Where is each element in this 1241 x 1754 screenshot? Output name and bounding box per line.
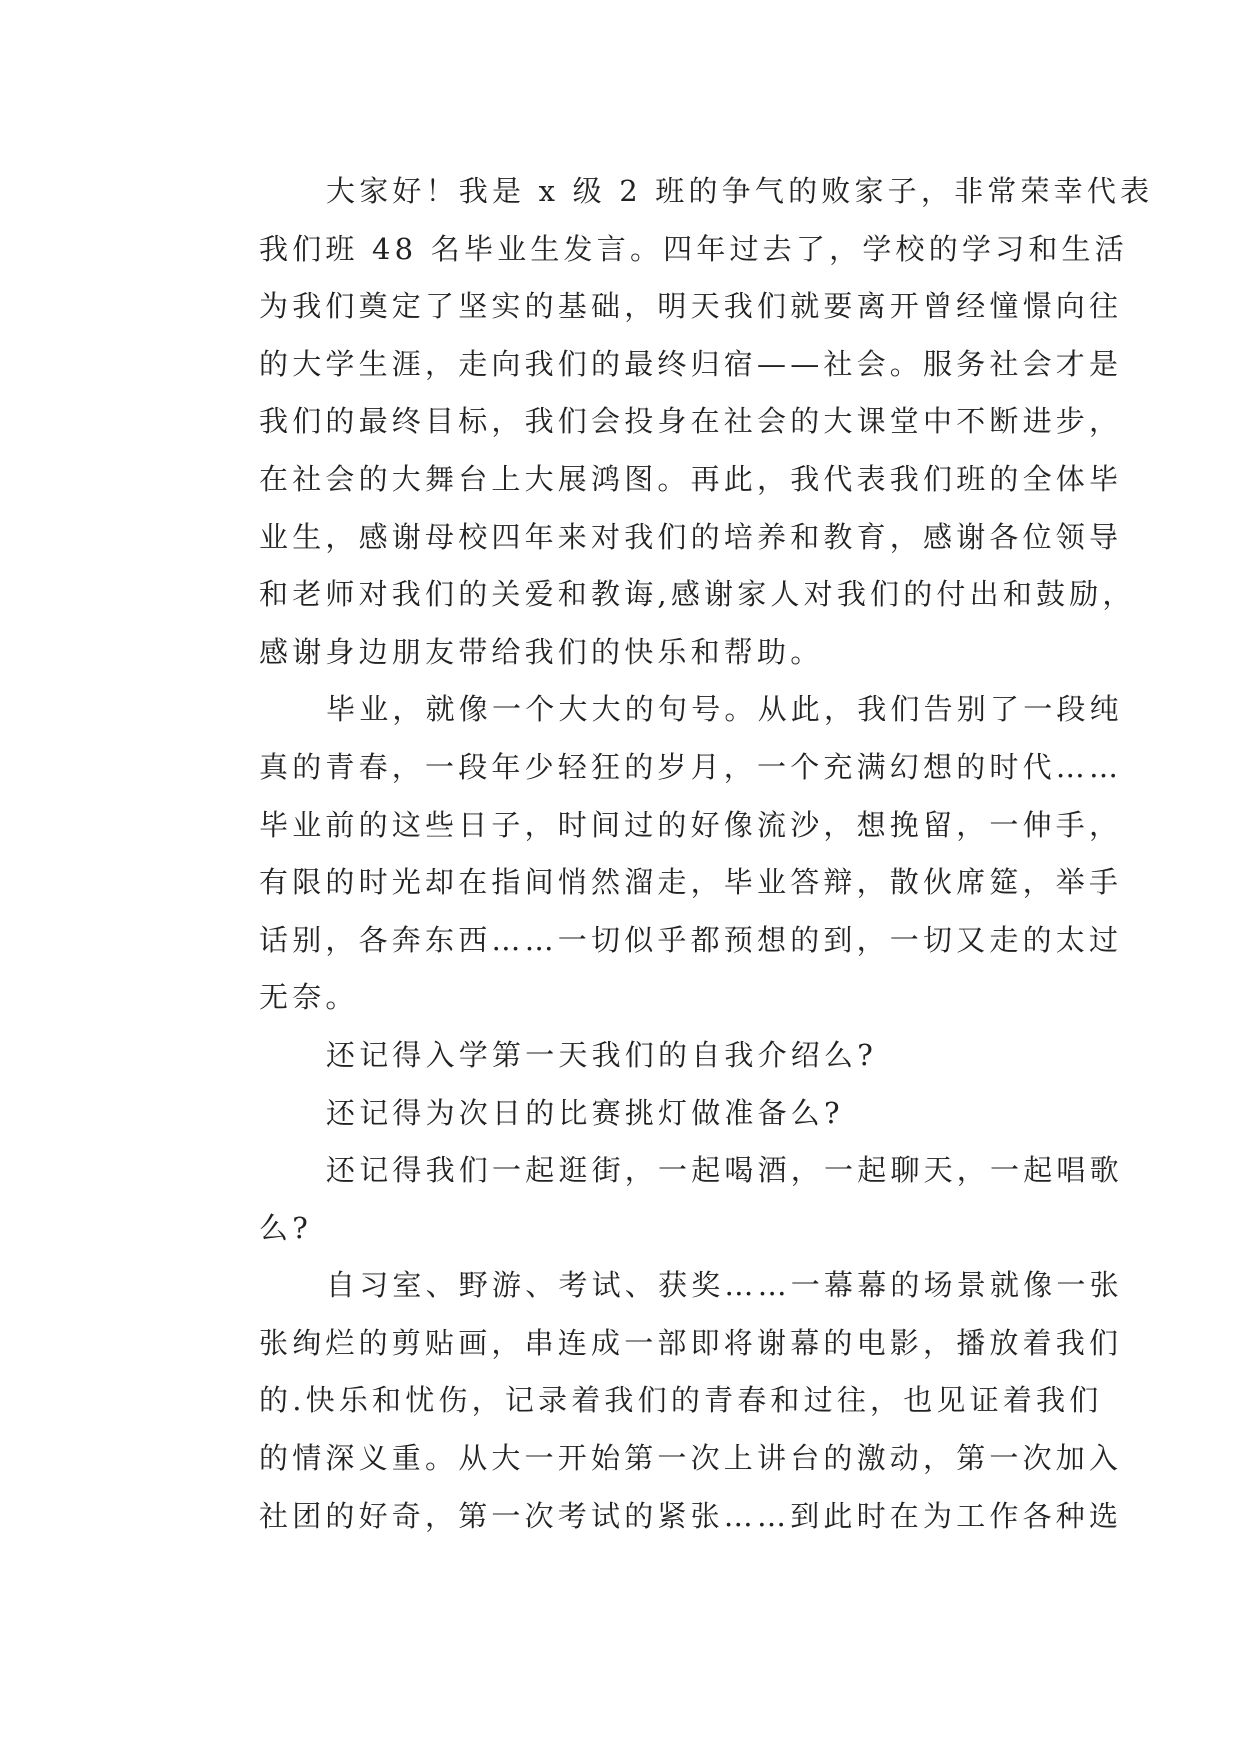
text-line: 还记得入学第一天我们的自我介绍么? <box>326 1037 877 1072</box>
text-line: 业生，感谢母校四年来对我们的培养和教育，感谢各位领导 <box>259 519 1123 554</box>
paragraph-2 <box>192 681 1123 1027</box>
paragraph-6 <box>192 1257 1123 1545</box>
paragraph-1 <box>192 163 1154 681</box>
text-line: 张绚烂的剪贴画，串连成一部即将谢幕的电影，播放着我们 <box>259 1325 1123 1360</box>
text-line: 和老师对我们的关爱和教诲,感谢家人对我们的付出和鼓励， <box>259 577 1136 612</box>
text-line: 还记得为次日的比赛挑灯做准备么? <box>326 1095 844 1130</box>
text-line: 无奈。 <box>259 980 359 1015</box>
text-line: 还记得我们一起逛街，一起喝酒，一起聊天，一起唱歌 <box>326 1153 1123 1188</box>
paragraph-4 <box>192 1085 1054 1143</box>
text-line: 我们的最终目标，我们会投身在社会的大课堂中不断进步， <box>259 404 1123 439</box>
text-line: 毕业前的这些日子，时间过的好像流沙，想挽留，一伸手， <box>259 807 1123 842</box>
document-body <box>192 163 1154 1545</box>
text-line: 毕业，就像一个大大的句号。从此，我们告别了一段纯 <box>326 692 1123 727</box>
text-line: 么? <box>259 1210 312 1245</box>
text-line: 真的青春，一段年少轻狂的岁月，一个充满幻想的时代…… <box>259 749 1123 784</box>
text-line: 自习室、野游、考试、获奖……一幕幕的场景就像一张 <box>326 1268 1123 1303</box>
text-line: 社团的好奇，第一次考试的紧张……到此时在为工作各种选 <box>259 1498 1123 1533</box>
text-line: 感谢身边朋友带给我们的快乐和帮助。 <box>259 634 824 669</box>
text-line: 在社会的大舞台上大展鸿图。再此，我代表我们班的全体毕 <box>259 461 1123 496</box>
text-line: 为我们奠定了坚实的基础，明天我们就要离开曾经憧憬向往 <box>259 289 1123 324</box>
text-line: 的情深义重。从大一开始第一次上讲台的激动，第一次加入 <box>259 1441 1123 1476</box>
text-line: 有限的时光却在指间悄然溜走，毕业答辩，散伙席筵，举手 <box>259 865 1123 900</box>
paragraph-5 <box>192 1142 1123 1257</box>
text-line: 的.快乐和忧伤，记录着我们的青春和过往，也见证着我们 <box>259 1383 1103 1418</box>
text-line: 的大学生涯，走向我们的最终归宿——社会。服务社会才是 <box>259 346 1123 381</box>
text-line: 话别，各奔东西……一切似乎都预想的到，一切又走的太过 <box>259 922 1123 957</box>
text-line: 我们班 48 名毕业生发言。四年过去了，学校的学习和生活 <box>259 231 1128 266</box>
paragraph-3 <box>192 1027 1054 1085</box>
text-line: 大家好！我是 x 级 2 班的争气的败家子，非常荣幸代表 <box>326 174 1154 208</box>
